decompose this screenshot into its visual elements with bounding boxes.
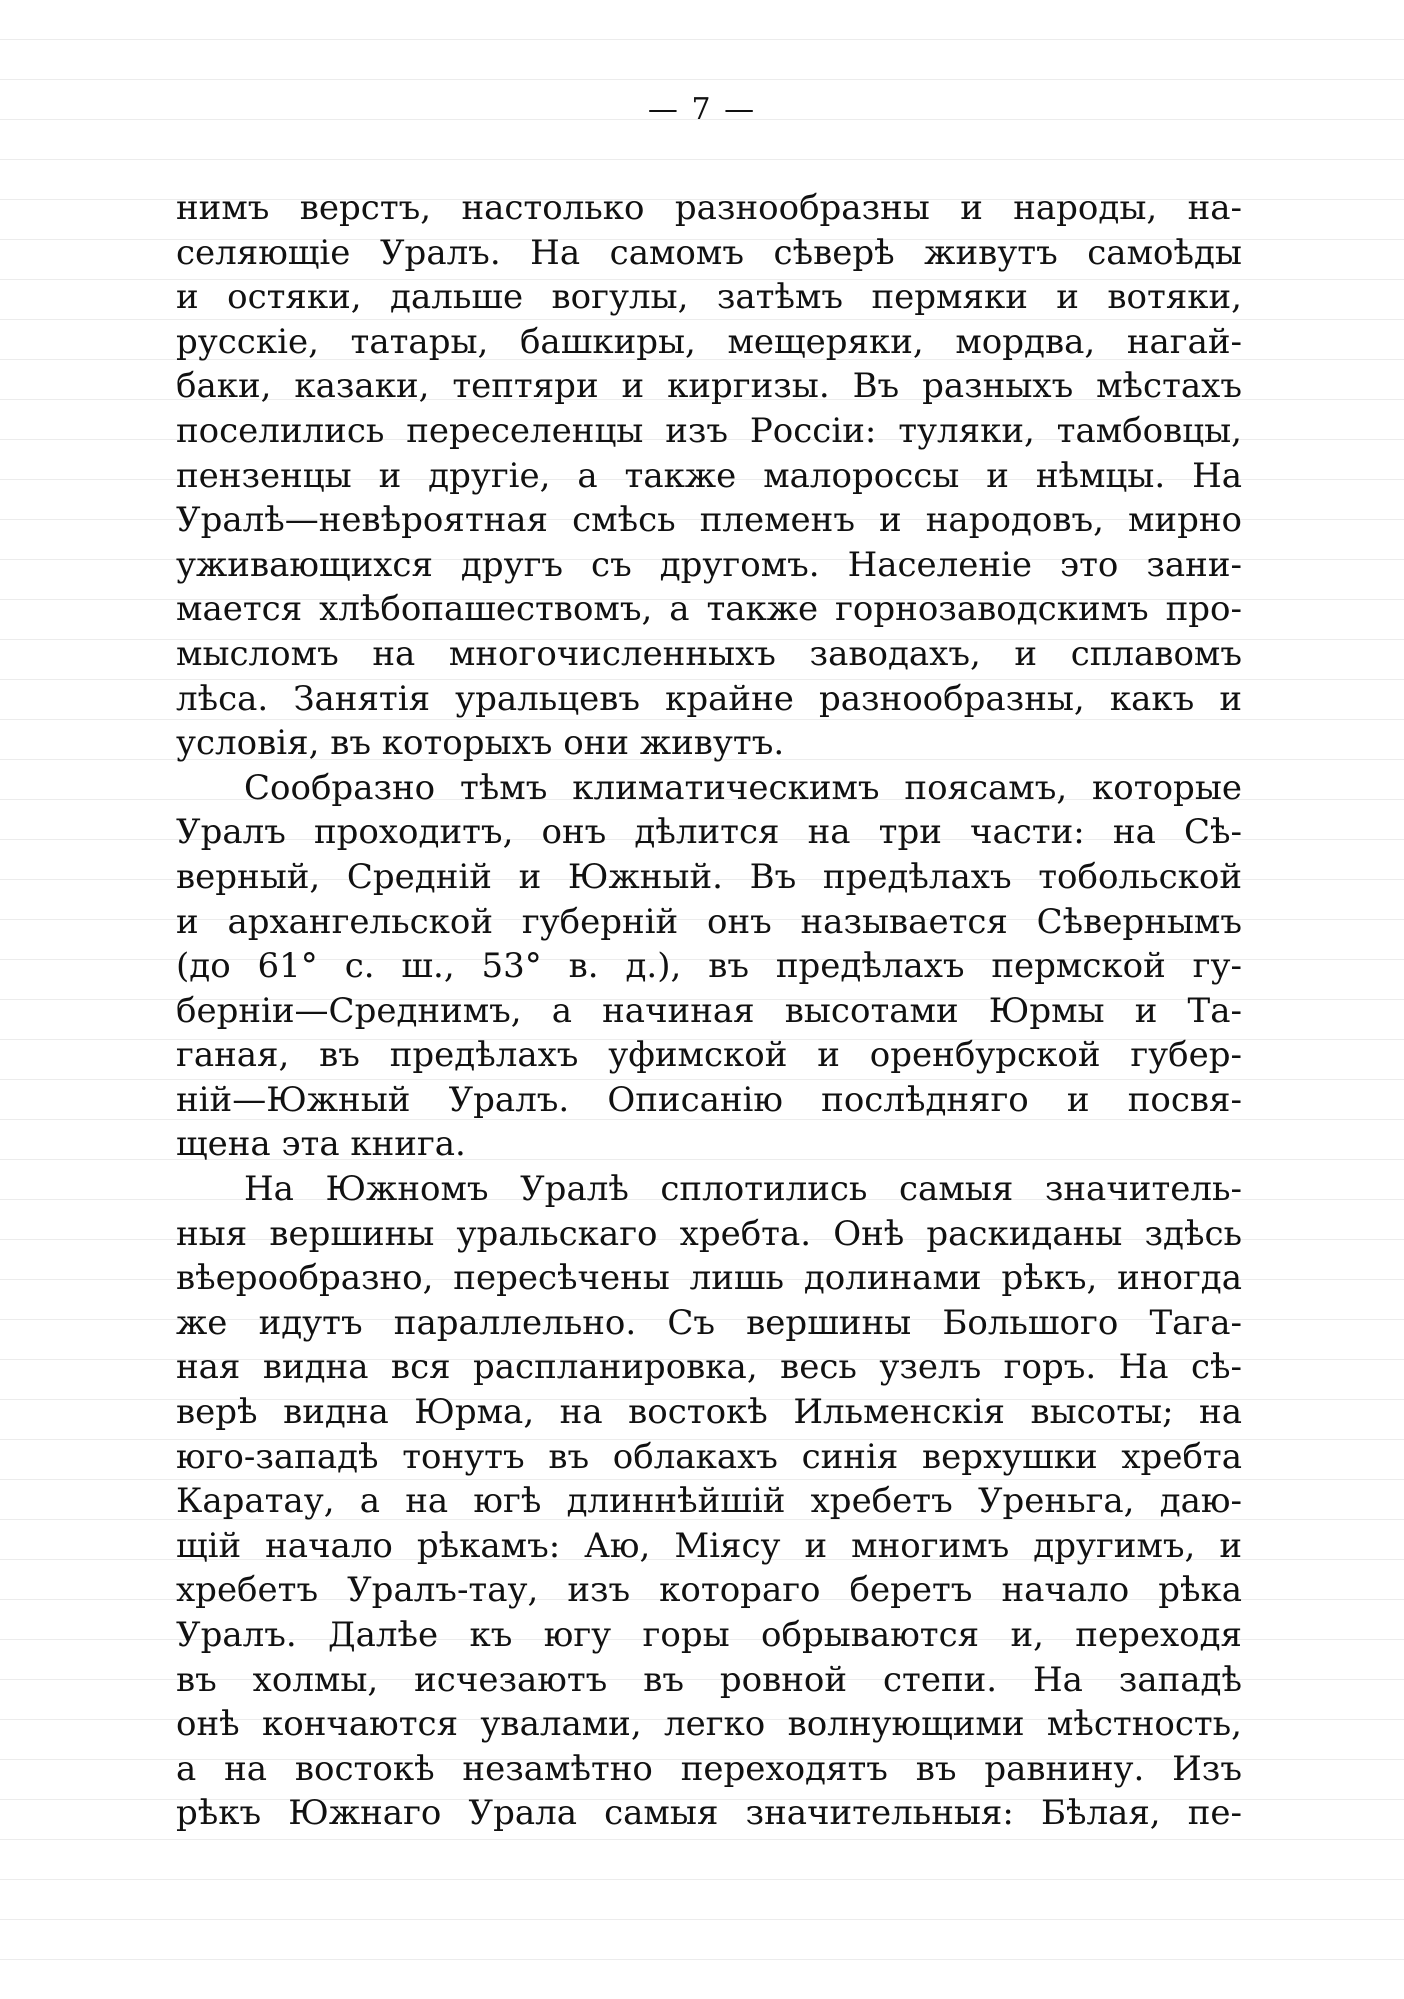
text-line: верѣ видна Юрма, на востокѣ Ильменскія высоты; на: [176, 1392, 1242, 1433]
body-text: [176, 186, 1242, 1836]
text-line: поселились переселенцы изъ Россіи: туляки, тамбовцы,: [176, 410, 1242, 451]
paragraph-start-line: На Южномъ Уралѣ сплотились самыя значитель-: [244, 1169, 1242, 1210]
text-line: а на востокѣ незамѣтно переходятъ въ равнину. Изъ: [176, 1748, 1242, 1789]
text-line: хребетъ Уралъ-тау, изъ котораго беретъ начало рѣка: [176, 1570, 1242, 1611]
text-line: мается хлѣбопашествомъ, а также горнозаводскимъ про-: [176, 589, 1242, 630]
text-line: Уралѣ—невѣроятная смѣсь племенъ и народовъ, мирно: [176, 500, 1242, 541]
text-line: вѣерообразно, пересѣчены лишь долинами рѣкъ, иногда: [176, 1258, 1242, 1299]
text-line: уживающихся другъ съ другомъ. Населеніе это зани-: [176, 544, 1242, 585]
text-line: мысломъ на многочисленныхъ заводахъ, и сплавомъ: [176, 633, 1242, 674]
page-number: — 7 —: [647, 92, 757, 127]
text-line: лѣса. Занятія уральцевъ крайне разнообразны, какъ и: [176, 678, 1242, 719]
text-line: въ холмы, исчезаютъ въ ровной степи. На западѣ: [176, 1659, 1242, 1700]
text-line: пензенцы и другіе, а также малороссы и нѣмцы. На: [176, 455, 1242, 496]
text-line: и архангельской губерній онъ называется Сѣвернымъ: [176, 901, 1242, 942]
text-line: щена эта книга.: [176, 1124, 466, 1165]
text-line: юго-западѣ тонутъ въ облакахъ синія верхушки хребта: [176, 1436, 1242, 1477]
text-line: ганая, въ предѣлахъ уфимской и оренбурской губер-: [176, 1035, 1242, 1076]
text-line: условія, въ которыхъ они живутъ.: [176, 723, 785, 764]
text-line: же идутъ параллельно. Съ вершины Большого Тага-: [176, 1302, 1242, 1343]
text-line: Уралъ проходитъ, онъ дѣлится на три части: на Сѣ-: [176, 812, 1242, 853]
text-line: ныя вершины уральскаго хребта. Онѣ раскиданы здѣсь: [176, 1213, 1242, 1254]
text-line: ній—Южный Уралъ. Описанію послѣдняго и посвя-: [176, 1079, 1242, 1120]
text-line: верный, Средній и Южный. Въ предѣлахъ тобольской: [176, 856, 1242, 897]
text-line: Уралъ. Далѣе къ югу горы обрываются и, переходя: [176, 1615, 1242, 1655]
paragraph-start-line: Сообразно тѣмъ климатическимъ поясамъ, которые: [244, 767, 1242, 808]
text-line: рѣкъ Южнаго Урала самыя значительныя: Бѣлая, пе-: [176, 1793, 1242, 1834]
text-line: баки, казаки, тептяри и киргизы. Въ разныхъ мѣстахъ: [176, 366, 1242, 407]
text-line: нимъ верстъ, настолько разнообразны и народы, на-: [176, 188, 1242, 228]
text-line: селяющіе Уралъ. На самомъ сѣверѣ живутъ самоѣды: [176, 232, 1242, 273]
text-line: берніи—Среднимъ, а начиная высотами Юрмы и Та-: [176, 990, 1242, 1031]
text-line: ная видна вся распланировка, весь узелъ горъ. На сѣ-: [176, 1347, 1242, 1388]
text-line: (до 61° с. ш., 53° в. д.), въ предѣлахъ пермской гу-: [176, 946, 1242, 987]
text-line: русскіе, татары, башкиры, мещеряки, мордва, нагай-: [176, 321, 1242, 362]
text-line: щій начало рѣкамъ: Аю, Міясу и многимъ другимъ, и: [176, 1525, 1242, 1566]
text-line: онѣ кончаются увалами, легко волнующими мѣстность,: [176, 1704, 1242, 1745]
text-line: Каратау, а на югѣ длиннѣйшій хребетъ Уреньга, даю-: [176, 1481, 1242, 1522]
text-line: и остяки, дальше вогулы, затѣмъ пермяки и вотяки,: [176, 277, 1242, 318]
